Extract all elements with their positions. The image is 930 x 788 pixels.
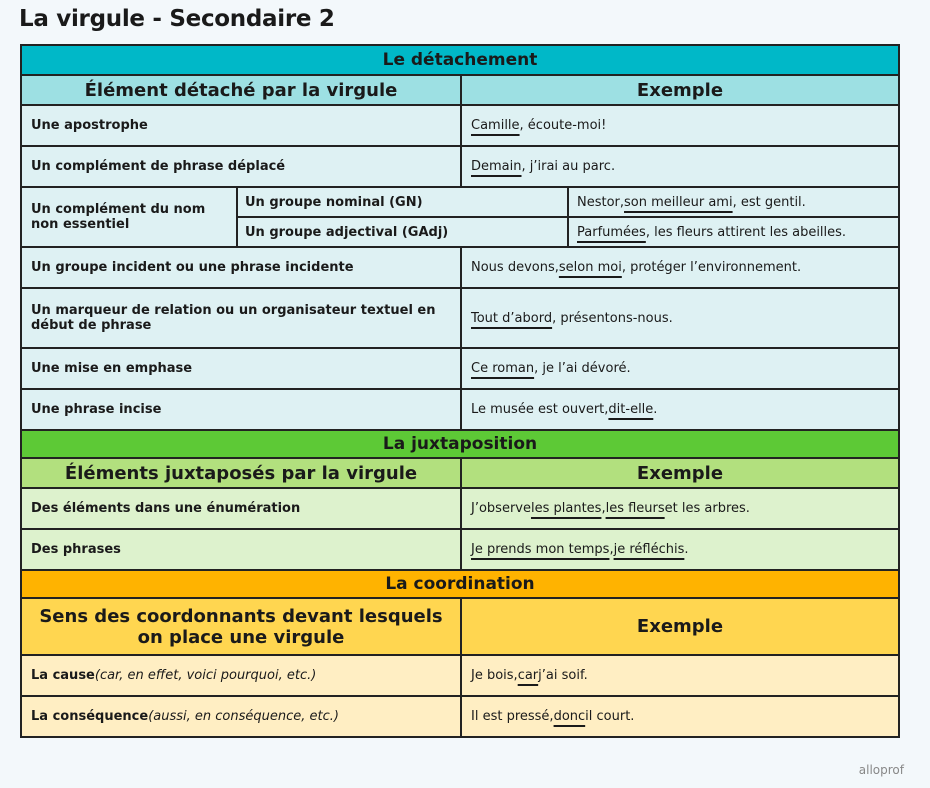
example-text: , les fleurs attirent les abeilles. <box>645 224 847 240</box>
example-text: , je l’ai dévoré. <box>534 361 631 376</box>
column-header-example: Exemple <box>462 459 898 487</box>
row-label-note: (aussi, en conséquence, etc.) <box>148 709 339 724</box>
example-text: Il est pressé, <box>471 709 554 724</box>
example-text: , j’irai au parc. <box>521 159 616 174</box>
column-header-example: Exemple <box>462 76 898 104</box>
example-cell <box>462 147 898 186</box>
section-coordination <box>22 569 898 597</box>
sub-rows <box>238 188 569 246</box>
underlined-word: son meilleur ami <box>624 194 733 210</box>
row-label <box>22 147 462 186</box>
table-row <box>22 487 898 528</box>
underlined-word: Camille <box>471 118 520 133</box>
example-cell <box>462 489 898 528</box>
underlined-word: les fleurs <box>605 501 665 516</box>
sub-label: Un groupe adjectival (GAdj) <box>238 216 567 246</box>
underlined-word: Tout d’abord <box>471 310 553 326</box>
row-label <box>22 390 462 429</box>
table-row <box>22 287 898 347</box>
row-label <box>22 289 462 347</box>
row-label <box>22 530 462 569</box>
row-label <box>22 349 462 388</box>
example-cell <box>462 289 898 347</box>
example-text: Nestor, <box>577 194 625 210</box>
underlined-word: Parfumées <box>577 224 646 240</box>
underlined-word: Demain <box>471 159 522 174</box>
example-text: , <box>601 501 606 516</box>
table-row <box>22 388 898 429</box>
row-label-text: La conséquence <box>31 709 149 724</box>
column-header-element: Élément détaché par la virgule <box>22 76 462 104</box>
page-title: La virgule - Secondaire 2 <box>19 6 335 32</box>
table-row <box>22 145 898 186</box>
column-header-element: Éléments juxtaposés par la virgule <box>22 459 462 487</box>
row-label-text: Un groupe incident ou une phrase incidente <box>31 260 354 275</box>
example-text: . <box>653 402 658 417</box>
column-header-example: Exemple <box>462 599 898 654</box>
row-label-text: Une mise en emphase <box>31 361 193 376</box>
example-text: j’ai soif. <box>538 668 588 683</box>
table-row <box>22 347 898 388</box>
underlined-word: dit-elle <box>608 402 654 417</box>
section-title: La coordination <box>22 571 898 597</box>
sub-examples <box>569 188 898 246</box>
example-cell <box>462 248 898 287</box>
row-label-text: Des phrases <box>31 542 121 557</box>
comma-rules-table <box>20 44 900 738</box>
table-row <box>22 246 898 287</box>
underlined-word: car <box>517 668 539 683</box>
example-text: , écoute-moi! <box>519 118 607 133</box>
example-cell <box>462 530 898 569</box>
example-text: et les arbres. <box>664 501 750 516</box>
column-header-row <box>22 457 898 487</box>
section-juxtaposition <box>22 429 898 457</box>
section-title: Le détachement <box>22 46 898 74</box>
example-cell <box>462 106 898 145</box>
example-cell <box>462 697 898 736</box>
example-cell <box>462 349 898 388</box>
section-detachement <box>22 46 898 74</box>
table-row <box>22 104 898 145</box>
example-text: . <box>684 542 689 557</box>
column-header-element: Sens des coordonnants devant lesquels on place une virgule <box>22 599 462 654</box>
table-row <box>22 654 898 695</box>
example-text: Nous devons, <box>471 260 559 275</box>
underlined-word: Ce roman <box>471 361 535 376</box>
row-label <box>22 697 462 736</box>
example-text: J’observe <box>471 501 531 516</box>
row-label-text: Un marqueur de relation ou un organisateur textuel en début de phrase <box>31 303 436 333</box>
row-label-text: Des éléments dans une énumération <box>31 501 301 516</box>
column-header-row <box>22 74 898 104</box>
example-text: , présentons-nous. <box>552 310 673 326</box>
sub-label: Un groupe nominal (GN) <box>245 194 423 210</box>
underlined-word: donc <box>553 709 586 724</box>
example-cell <box>569 188 898 216</box>
example-text: il court. <box>585 709 635 724</box>
table-row <box>22 528 898 569</box>
brand-logo: alloprof <box>858 763 904 777</box>
example-text: , est gentil. <box>732 194 806 210</box>
row-label <box>22 248 462 287</box>
example-cell <box>462 390 898 429</box>
column-header-row <box>22 597 898 654</box>
row-label-text: Une phrase incise <box>31 402 162 417</box>
underlined-word: je réfléchis <box>613 542 685 557</box>
underlined-word: selon moi <box>558 260 622 275</box>
row-label <box>22 489 462 528</box>
table-row-complement <box>22 186 898 246</box>
example-text: , protéger l’environnement. <box>621 260 802 275</box>
row-label-note: (car, en effet, voici pourquoi, etc.) <box>94 668 317 683</box>
example-text: Le musée est ouvert, <box>471 402 609 417</box>
example-text: Je bois, <box>471 668 518 683</box>
example-cell <box>462 656 898 695</box>
row-label <box>22 106 462 145</box>
row-label-text: La cause <box>31 668 95 683</box>
row-label: Un complément du nom non essentiel <box>22 188 238 246</box>
section-title: La juxtaposition <box>22 431 898 457</box>
row-label-text: Une apostrophe <box>31 118 148 133</box>
example-cell <box>569 216 898 246</box>
underlined-word: les plantes <box>530 501 602 516</box>
row-label <box>22 656 462 695</box>
row-label-text: Un complément de phrase déplacé <box>31 159 286 174</box>
example-text: , <box>609 542 614 557</box>
underlined-word: Je prends mon temps <box>471 542 610 557</box>
table-row <box>22 695 898 736</box>
